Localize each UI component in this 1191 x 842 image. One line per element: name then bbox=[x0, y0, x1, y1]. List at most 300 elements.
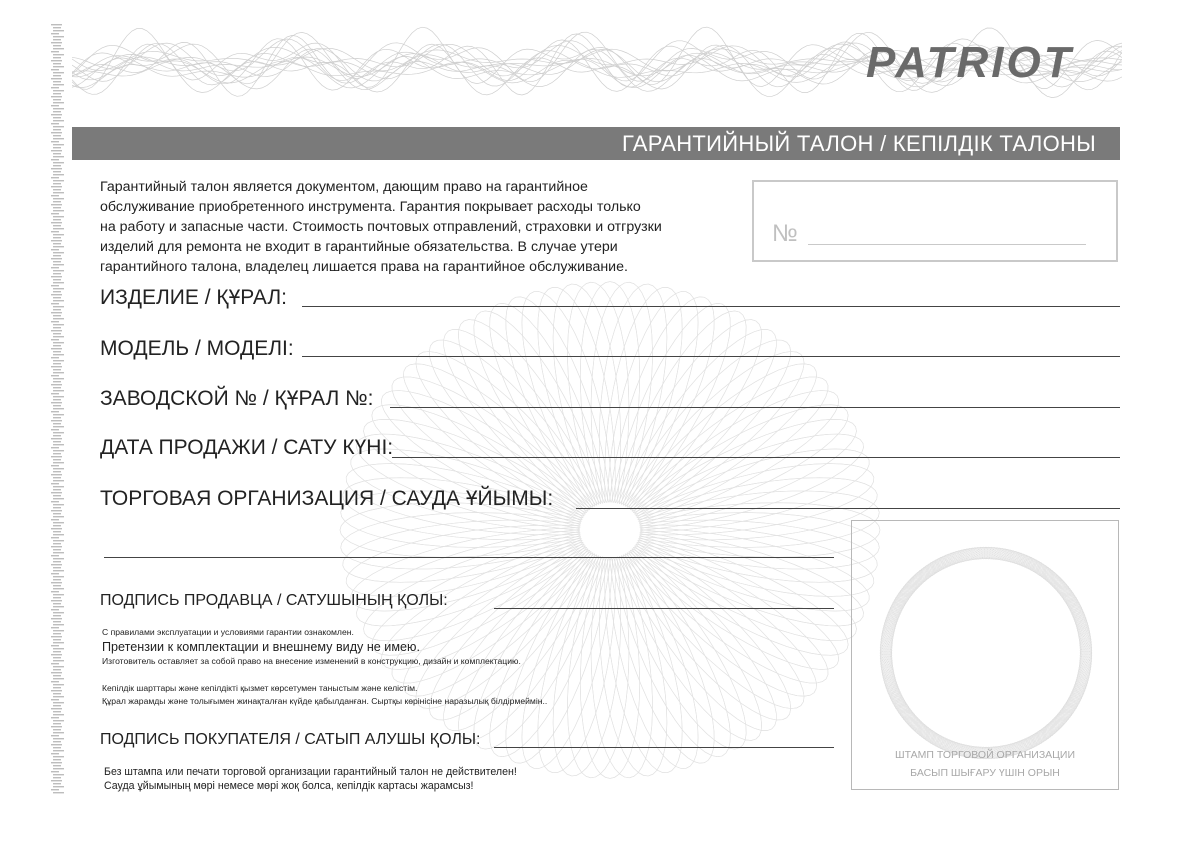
strip-dash bbox=[51, 60, 62, 61]
strip-dash bbox=[53, 642, 64, 643]
strip-dash bbox=[53, 684, 64, 685]
strip-dash bbox=[51, 726, 62, 727]
strip-dash bbox=[53, 66, 64, 67]
serial-entry-line[interactable] bbox=[390, 407, 1120, 408]
strip-dash bbox=[53, 471, 61, 472]
strip-dash bbox=[53, 639, 61, 640]
strip-dash bbox=[53, 417, 61, 418]
strip-dash bbox=[53, 531, 61, 532]
strip-dash bbox=[51, 717, 59, 718]
strip-dash bbox=[53, 45, 61, 46]
intro-line: изделий для ремонта не входит в гарантийные обязательства. В случае утери bbox=[100, 239, 618, 255]
strip-dash bbox=[53, 648, 64, 649]
strip-dash bbox=[51, 555, 59, 556]
note-ru-ack: С правилами эксплуатации и условиями гарантии ознакомлен. bbox=[102, 627, 354, 637]
strip-dash bbox=[53, 768, 64, 769]
strip-dash bbox=[53, 624, 64, 625]
strip-dash bbox=[53, 453, 61, 454]
strip-dash bbox=[53, 324, 64, 325]
strip-dash bbox=[51, 123, 59, 124]
strip-dash bbox=[53, 603, 61, 604]
strip-dash bbox=[53, 270, 64, 271]
strip-dash bbox=[53, 210, 64, 211]
title-bar bbox=[72, 127, 1120, 160]
strip-dash bbox=[53, 390, 64, 391]
strip-dash bbox=[53, 282, 64, 283]
strip-dash bbox=[53, 750, 64, 751]
strip-dash bbox=[53, 273, 61, 274]
strip-dash bbox=[53, 534, 64, 535]
stamp-ring bbox=[880, 547, 1092, 759]
strip-dash bbox=[53, 612, 64, 613]
strip-dash bbox=[51, 483, 59, 484]
strip-dash bbox=[53, 264, 64, 265]
strip-dash bbox=[53, 228, 64, 229]
strip-dash bbox=[53, 630, 64, 631]
strip-dash bbox=[53, 165, 61, 166]
strip-dash bbox=[51, 420, 62, 421]
stamp-area bbox=[851, 520, 1119, 790]
strip-dash bbox=[51, 429, 59, 430]
strip-dash bbox=[51, 582, 62, 583]
strip-dash bbox=[51, 96, 62, 97]
strip-dash bbox=[51, 195, 59, 196]
strip-dash bbox=[53, 216, 64, 217]
strip-dash bbox=[53, 309, 61, 310]
strip-dash bbox=[53, 516, 64, 517]
strip-dash bbox=[53, 192, 64, 193]
strip-dash bbox=[53, 696, 64, 697]
strip-dash bbox=[53, 741, 61, 742]
strip-dash bbox=[53, 792, 64, 793]
strip-dash bbox=[53, 129, 61, 130]
strip-dash bbox=[53, 468, 64, 469]
strip-dash bbox=[51, 645, 59, 646]
buyer-signature-line[interactable] bbox=[494, 747, 834, 748]
strip-dash bbox=[53, 75, 61, 76]
strip-dash bbox=[53, 399, 61, 400]
strip-dash bbox=[53, 606, 64, 607]
strip-dash bbox=[51, 465, 59, 466]
strip-dash bbox=[53, 594, 64, 595]
strip-dash bbox=[53, 441, 61, 442]
strip-dash bbox=[51, 87, 59, 88]
strip-dash bbox=[51, 240, 62, 241]
strip-dash bbox=[53, 360, 64, 361]
strip-dash bbox=[51, 780, 62, 781]
strip-dash bbox=[53, 615, 61, 616]
seller-signature-label: ПОДПИСЬ ПРОДАВЦА / САТУШЫНЫҢ ҚОЛЫ: bbox=[100, 592, 448, 609]
stamp-ring bbox=[880, 547, 1091, 758]
warning-kz: Сауда ұйымының мөрі немесе мөрі жоқ болса, кепілдік картасы жарамсыз! bbox=[104, 780, 474, 792]
strip-dash bbox=[51, 672, 62, 673]
intro-line: гарантийного талона, владелец лишается права на гарантийное обслуживание. bbox=[100, 259, 628, 275]
model-label: МОДЕЛЬ / МОДЕЛІ: bbox=[100, 337, 294, 360]
strip-dash bbox=[53, 201, 61, 202]
strip-dash bbox=[51, 42, 62, 43]
strip-dash bbox=[51, 366, 62, 367]
rosette-watermark bbox=[300, 250, 920, 810]
strip-dash bbox=[53, 435, 61, 436]
strip-dash bbox=[53, 576, 64, 577]
sale-date-entry-line[interactable] bbox=[392, 457, 1120, 458]
strip-dash bbox=[53, 54, 64, 55]
strip-dash bbox=[53, 783, 61, 784]
strip-dash bbox=[53, 144, 64, 145]
strip-dash bbox=[51, 51, 59, 52]
strip-dash bbox=[53, 90, 64, 91]
strip-dash bbox=[51, 402, 62, 403]
strip-dash bbox=[51, 114, 62, 115]
buyer-signature-label: ПОДПИСЬ ПОКУПАТЕЛЯ / САТЫП АЛУШЫ ҚОЛЫ: bbox=[100, 731, 481, 748]
strip-dash bbox=[53, 570, 64, 571]
note-ru-claims: Претензии к комплектации и внешнему виду не имею. bbox=[102, 640, 420, 654]
strip-dash bbox=[53, 477, 61, 478]
strip-dash bbox=[51, 447, 59, 448]
strip-dash bbox=[53, 405, 61, 406]
strip-dash bbox=[53, 396, 64, 397]
strip-dash bbox=[53, 633, 61, 634]
intro-line: Гарантийный талон является документом, дающим право на гарантийное bbox=[100, 179, 588, 195]
strip-dash bbox=[51, 24, 62, 25]
strip-dash bbox=[53, 651, 61, 652]
strip-dash bbox=[53, 183, 61, 184]
strip-dash bbox=[53, 138, 64, 139]
strip-dash bbox=[51, 528, 62, 529]
strip-dash bbox=[51, 258, 62, 259]
strip-dash bbox=[53, 48, 64, 49]
strip-dash bbox=[53, 675, 61, 676]
strip-dash bbox=[51, 456, 62, 457]
strip-dash bbox=[51, 591, 59, 592]
strip-dash bbox=[51, 303, 59, 304]
strip-dash bbox=[53, 693, 61, 694]
strip-dash bbox=[53, 27, 61, 28]
strip-dash bbox=[53, 669, 61, 670]
strip-dash bbox=[51, 690, 62, 691]
strip-dash bbox=[53, 252, 64, 253]
organization-entry-line[interactable] bbox=[576, 508, 1120, 509]
strip-dash bbox=[53, 426, 64, 427]
strip-dash bbox=[51, 276, 62, 277]
stamp-ring bbox=[880, 547, 1092, 759]
strip-dash bbox=[51, 141, 59, 142]
strip-dash bbox=[53, 423, 61, 424]
strip-dash bbox=[53, 225, 61, 226]
strip-dash bbox=[53, 288, 64, 289]
stamp-ring bbox=[881, 548, 1092, 759]
organization-label: ТОРГОВАЯ ОРГАНИЗАЦИЯ / САУДА ҰЙЫМЫ: bbox=[100, 487, 554, 510]
strip-dash bbox=[53, 597, 61, 598]
strip-dash bbox=[53, 246, 64, 247]
strip-dash bbox=[53, 549, 61, 550]
strip-dash bbox=[53, 99, 61, 100]
strip-dash bbox=[53, 705, 61, 706]
strip-dash bbox=[53, 450, 64, 451]
strip-dash bbox=[53, 84, 64, 85]
strip-dash bbox=[51, 618, 62, 619]
strip-dash bbox=[53, 120, 64, 121]
strip-dash bbox=[53, 147, 61, 148]
strip-dash bbox=[51, 393, 59, 394]
strip-dash bbox=[51, 546, 62, 547]
strip-dash bbox=[51, 33, 59, 34]
strip-dash bbox=[51, 150, 62, 151]
strip-dash bbox=[53, 462, 64, 463]
strip-dash bbox=[53, 300, 64, 301]
stamp-ring bbox=[881, 548, 1092, 759]
strip-dash bbox=[53, 738, 64, 739]
strip-dash bbox=[53, 561, 61, 562]
strip-dash bbox=[51, 132, 62, 133]
strip-dash bbox=[53, 174, 64, 175]
stamp-ring bbox=[880, 547, 1092, 759]
strip-dash bbox=[53, 525, 61, 526]
strip-dash bbox=[53, 135, 61, 136]
strip-dash bbox=[53, 489, 61, 490]
strip-dash bbox=[53, 387, 61, 388]
stamp-circle-pattern bbox=[866, 533, 1106, 773]
strip-dash bbox=[53, 522, 64, 523]
stamp-ring bbox=[880, 547, 1092, 759]
strip-dash bbox=[53, 72, 64, 73]
strip-dash bbox=[51, 600, 62, 601]
strip-dash bbox=[53, 588, 64, 589]
note-ru-changes: Изготовитель оставляет за собой право на внесение изменений в конструкцию, дизайн и комплектацию. bbox=[102, 656, 521, 666]
stamp-caption-ru: ШТАМП ТОРГОВОЙ ОРГАНИЗАЦИИ bbox=[894, 749, 1076, 761]
strip-dash bbox=[51, 492, 62, 493]
strip-dash bbox=[51, 321, 59, 322]
strip-dash bbox=[53, 774, 64, 775]
strip-dash bbox=[51, 294, 62, 295]
strip-dash bbox=[53, 333, 61, 334]
strip-dash bbox=[53, 507, 61, 508]
strip-dash bbox=[51, 663, 59, 664]
strip-dash bbox=[51, 681, 59, 682]
strip-dash bbox=[51, 609, 59, 610]
strip-dash bbox=[51, 168, 62, 169]
strip-dash bbox=[51, 438, 62, 439]
strip-dash bbox=[53, 687, 61, 688]
strip-dash bbox=[53, 711, 61, 712]
strip-dash bbox=[53, 342, 64, 343]
sale-date-label: ДАТА ПРОДАЖИ / САТУ КҮНІ: bbox=[100, 436, 394, 459]
strip-dash bbox=[53, 756, 64, 757]
strip-dash bbox=[51, 177, 59, 178]
strip-dash bbox=[51, 249, 59, 250]
page-title: ГАРАНТИЙНЫЙ ТАЛОН / КЕПІЛДІК ТАЛОНЫ bbox=[622, 131, 1096, 156]
note-kz-ack: Кепілдік шарттары және кепілдікті қызмет көрсетумен таныстым және келістім. bbox=[102, 683, 418, 693]
strip-dash bbox=[53, 93, 61, 94]
strip-dash bbox=[53, 126, 64, 127]
strip-dash bbox=[53, 702, 64, 703]
strip-dash bbox=[53, 459, 61, 460]
seller-signature-line[interactable] bbox=[494, 608, 834, 609]
strip-dash bbox=[53, 255, 61, 256]
strip-dash bbox=[53, 543, 61, 544]
strip-dash bbox=[53, 480, 64, 481]
product-entry-line[interactable] bbox=[302, 306, 1120, 307]
strip-dash bbox=[53, 723, 61, 724]
stamp-ring bbox=[881, 548, 1092, 759]
strip-dash bbox=[51, 753, 59, 754]
strip-dash bbox=[51, 339, 59, 340]
strip-dash bbox=[53, 414, 64, 415]
strip-dash bbox=[53, 237, 61, 238]
strip-dash bbox=[53, 63, 61, 64]
strip-dash bbox=[51, 384, 62, 385]
strip-dash bbox=[53, 660, 64, 661]
stamp-ring bbox=[880, 547, 1092, 759]
strip-dash bbox=[51, 744, 62, 745]
strip-dash bbox=[51, 285, 59, 286]
strip-dash bbox=[53, 381, 61, 382]
strip-dash bbox=[51, 267, 59, 268]
strip-dash bbox=[53, 486, 64, 487]
strip-dash bbox=[53, 171, 61, 172]
warning-ru: Без штампа или печати торговой организации гарантийный талон не действителен! bbox=[104, 766, 517, 778]
serial-label: ЗАВОДСКОЙ № / ҚҰРАЛ №: bbox=[100, 387, 374, 410]
strip-dash bbox=[53, 372, 64, 373]
intro-line: обслуживание приобретенного инструмента. Гарантия покрывает расходы только bbox=[100, 199, 641, 215]
strip-dash bbox=[53, 189, 61, 190]
strip-dash bbox=[51, 762, 62, 763]
security-microtext-strip bbox=[50, 24, 64, 794]
strip-dash bbox=[51, 501, 59, 502]
strip-dash bbox=[51, 573, 59, 574]
strip-dash bbox=[53, 345, 61, 346]
strip-dash bbox=[53, 567, 61, 568]
strip-dash bbox=[53, 36, 64, 37]
strip-dash bbox=[53, 765, 61, 766]
strip-dash bbox=[53, 729, 61, 730]
strip-dash bbox=[51, 771, 59, 772]
strip-dash bbox=[53, 786, 64, 787]
strip-dash bbox=[53, 504, 64, 505]
stamp-ring bbox=[880, 547, 1092, 759]
strip-dash bbox=[51, 699, 59, 700]
strip-dash bbox=[51, 348, 62, 349]
strip-dash bbox=[51, 357, 59, 358]
strip-dash bbox=[53, 732, 64, 733]
strip-dash bbox=[53, 57, 61, 58]
strip-dash bbox=[53, 39, 61, 40]
strip-dash bbox=[51, 222, 62, 223]
strip-dash bbox=[51, 312, 62, 313]
strip-dash bbox=[53, 558, 64, 559]
strip-dash bbox=[53, 315, 61, 316]
stamp-caption-kz: БАСЫП ШЫҒАРУ ҮШІН ОРЫН bbox=[910, 767, 1060, 779]
stamp-ring bbox=[881, 548, 1092, 759]
strip-dash bbox=[53, 306, 64, 307]
strip-dash bbox=[51, 330, 62, 331]
strip-dash bbox=[51, 159, 59, 160]
strip-dash bbox=[53, 747, 61, 748]
strip-dash bbox=[53, 243, 61, 244]
strip-dash bbox=[53, 657, 61, 658]
strip-dash bbox=[51, 636, 62, 637]
strip-dash bbox=[53, 363, 61, 364]
strip-dash bbox=[53, 219, 61, 220]
strip-dash bbox=[51, 69, 59, 70]
patriot-logo: PATRIOT bbox=[866, 38, 1074, 87]
strip-dash bbox=[53, 369, 61, 370]
strip-dash bbox=[53, 291, 61, 292]
strip-dash bbox=[51, 519, 59, 520]
strip-dash bbox=[51, 186, 62, 187]
strip-dash bbox=[51, 708, 62, 709]
strip-dash bbox=[53, 318, 64, 319]
strip-dash bbox=[53, 513, 61, 514]
strip-dash bbox=[53, 495, 61, 496]
strip-dash bbox=[53, 444, 64, 445]
strip-dash bbox=[51, 375, 59, 376]
number-entry-line[interactable] bbox=[808, 244, 1086, 245]
stamp-ring bbox=[880, 547, 1091, 758]
strip-dash bbox=[53, 336, 64, 337]
strip-dash bbox=[53, 279, 61, 280]
strip-dash bbox=[53, 720, 64, 721]
strip-dash bbox=[53, 108, 64, 109]
strip-dash bbox=[53, 552, 64, 553]
strip-dash bbox=[53, 540, 64, 541]
product-label: ИЗДЕЛИЕ / ҚҰРАЛ: bbox=[100, 286, 287, 309]
strip-dash bbox=[51, 735, 59, 736]
strip-dash bbox=[53, 378, 64, 379]
strip-dash bbox=[53, 498, 64, 499]
strip-dash bbox=[51, 564, 62, 565]
strip-dash bbox=[53, 759, 61, 760]
strip-dash bbox=[53, 261, 61, 262]
strip-dash bbox=[53, 432, 64, 433]
strip-dash bbox=[53, 30, 64, 31]
strip-dash bbox=[51, 627, 59, 628]
strip-dash bbox=[53, 234, 64, 235]
note-kz-claims: Құрал жарамды және толығымен жинақталған күйде қабылданған. Сыртқы көрінісіне наразылық білдірмеймін.. bbox=[102, 696, 548, 706]
strip-dash bbox=[53, 180, 64, 181]
strip-dash bbox=[51, 105, 59, 106]
strip-dash bbox=[51, 537, 59, 538]
model-entry-line[interactable] bbox=[302, 356, 1120, 357]
strip-dash bbox=[53, 117, 61, 118]
strip-dash bbox=[53, 714, 64, 715]
strip-dash bbox=[53, 351, 61, 352]
strip-dash bbox=[53, 102, 64, 103]
strip-dash bbox=[51, 213, 59, 214]
strip-dash bbox=[53, 207, 61, 208]
strip-dash bbox=[53, 153, 61, 154]
strip-dash bbox=[51, 204, 62, 205]
organization-continuation-line[interactable] bbox=[104, 557, 834, 558]
strip-dash bbox=[51, 510, 62, 511]
coupon-number-box bbox=[752, 180, 1118, 262]
intro-text bbox=[100, 177, 740, 277]
strip-dash bbox=[53, 579, 61, 580]
strip-dash bbox=[51, 789, 59, 790]
strip-dash bbox=[53, 354, 64, 355]
strip-dash bbox=[53, 666, 64, 667]
strip-dash bbox=[53, 327, 61, 328]
strip-dash bbox=[53, 621, 61, 622]
strip-dash bbox=[53, 198, 64, 199]
stamp-ring bbox=[880, 547, 1092, 759]
strip-dash bbox=[53, 297, 61, 298]
strip-dash bbox=[53, 408, 64, 409]
strip-dash bbox=[53, 585, 61, 586]
strip-dash bbox=[51, 231, 59, 232]
strip-dash bbox=[53, 777, 61, 778]
strip-dash bbox=[51, 474, 62, 475]
